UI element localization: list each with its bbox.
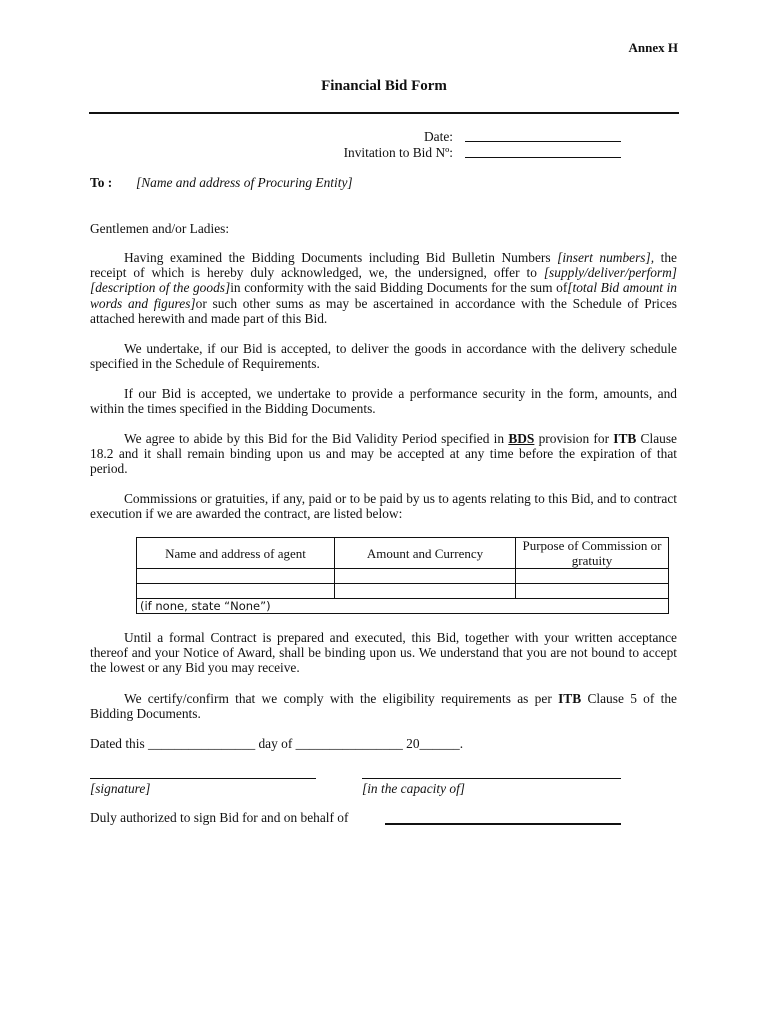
p1-text-g: or such other sums as may be ascertained in accordance with the Schedule of Prices attached herewith and made part of this Bid. (90, 295, 677, 326)
invitation-to-bid-field-line[interactable] (465, 157, 621, 158)
bds-reference: BDS (508, 431, 535, 446)
invitation-to-bid-label: Invitation to Bid Nº: (343, 145, 453, 160)
itb-reference-eligibility: ITB (558, 691, 582, 706)
itb-reference: ITB (613, 431, 637, 446)
p2-text: We undertake, if our Bid is accepted, to deliver the goods in accordance with the delivery schedule specified in the Schedule of Requirements. (90, 341, 677, 372)
header-purpose: Purpose of Commission or gratuity (516, 538, 669, 569)
header-agent-name: Name and address of agent (137, 538, 335, 569)
date-label: Date: (424, 129, 453, 144)
table-header-row (137, 538, 669, 569)
authorized-label: Duly authorized to sign Bid for and on behalf of (90, 810, 349, 825)
paragraph-eligibility (90, 691, 677, 721)
to-label: To : (90, 175, 113, 190)
table-cell[interactable] (335, 584, 516, 599)
capacity-line[interactable] (362, 778, 621, 779)
table-row (137, 584, 669, 599)
p7-text-b: Clause 5 of the Bidding Documents. (90, 691, 677, 722)
p4-text-a: We agree to abide by this Bid for the Bid Validity Period specified in (124, 431, 509, 446)
page-title: Financial Bid Form (321, 78, 447, 94)
table-note-row (137, 599, 669, 614)
p4-text-c: Clause 18.2 and it shall remain binding upon us and may be accepted at any time before the expiration of that period. (90, 431, 677, 477)
p1-text-c: the receipt of which is hereby duly acknowledged, we, the undersigned, offer to (90, 250, 677, 281)
title-divider (89, 112, 679, 114)
table-note: (if none, state “None”) (137, 599, 669, 614)
p1-text-e: in conformity with the said Bidding Documents for the sum of (230, 280, 568, 296)
capacity-label: [in the capacity of] (362, 781, 466, 796)
bulletin-numbers-placeholder: [insert numbers], (557, 250, 655, 265)
p6-text: Until a formal Contract is prepared and executed, this Bid, together with your written acceptance thereof and your Notice of Award, shall be binding upon us. We understand that you are not bound to accept the lowest or any Bid you may receive. (90, 630, 677, 676)
paragraph-bid-validity (90, 431, 677, 477)
table-cell[interactable] (335, 569, 516, 584)
dated-line: Dated this ________________ day of ________________ 20______. (90, 736, 464, 751)
annex-label: Annex H (628, 40, 678, 55)
header-amount-currency: Amount and Currency (335, 538, 516, 569)
signature-label: [signature] (90, 781, 151, 796)
procuring-entity-placeholder: [Name and address of Procuring Entity] (136, 175, 353, 190)
table-cell[interactable] (137, 584, 335, 599)
table-row (137, 569, 669, 584)
p5-text: Commissions or gratuities, if any, paid or to be paid by us to agents relating to this Bid, and to contract execution if we are awarded the contract, are listed below: (90, 491, 677, 522)
goods-description-placeholder: [supply/deliver/perform][description of the goods] (90, 265, 677, 296)
salutation: Gentlemen and/or Ladies: (90, 221, 230, 236)
agents-commission-table (136, 537, 669, 614)
bid-amount-placeholder: [total Bid amount in words and figures] (90, 280, 677, 311)
authorized-entity-line[interactable] (385, 823, 621, 825)
date-field-line[interactable] (465, 141, 621, 142)
paragraph-binding-bid (90, 630, 677, 676)
table-cell[interactable] (516, 584, 669, 599)
signature-line[interactable] (90, 778, 316, 779)
paragraph-delivery-undertaking (90, 341, 677, 371)
table-cell[interactable] (137, 569, 335, 584)
p1-text-a: Having examined the Bidding Documents including Bid Bulletin Numbers (124, 250, 558, 265)
paragraph-bid-offer (90, 250, 677, 326)
p7-text-a: We certify/confirm that we comply with the eligibility requirements as per (124, 691, 559, 706)
paragraph-commissions (90, 491, 677, 521)
p3-text: If our Bid is accepted, we undertake to provide a performance security in the form, amounts, and within the times specified in the Bidding Documents. (90, 386, 677, 417)
table-cell[interactable] (516, 569, 669, 584)
paragraph-performance-security (90, 386, 677, 416)
p4-text-b: provision for (534, 431, 614, 446)
